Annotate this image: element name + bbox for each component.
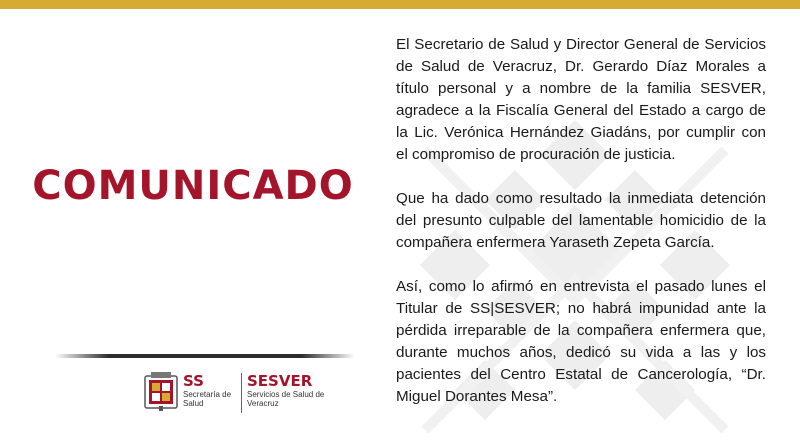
institution-logo (143, 370, 323, 414)
ss-brand (183, 372, 238, 408)
page-title: COMUNICADO (32, 163, 354, 209)
logo-separator (241, 373, 242, 413)
paragraph: El Secretario de Salud y Director General de Servicios de Salud de Veracruz, Dr. Gerardo Díaz Morales a título personal y a nombre de la familia SESVER, agradece a la Fiscalía General del Estado a cargo de la Lic. Verónica Hernández Giadáns, por cumplir con el compromiso de procuración de justicia. (396, 36, 766, 163)
top-accent-bar (0, 0, 800, 9)
ss-abbreviation: SS (183, 372, 204, 390)
sesver-brand (247, 372, 337, 408)
paragraph: Así, como lo afirmó en entrevista el pasado lunes el Titular de SS|SESVER; no habrá impunidad ante la pérdida irreparable de la compañera enfermera que, durante muchos años, dedicó su vida a las y los pacientes del Centro Estatal de Cancerología, “Dr. Miguel Dorantes Mesa”. (396, 278, 766, 405)
divider (55, 354, 355, 358)
ss-subtitle: Secretaría de Salud (183, 390, 232, 408)
coat-of-arms-icon (143, 372, 179, 412)
paragraph: Que ha dado como resultado la inmediata detención del presunto culpable del lamentable homicidio de la compañera enfermera Yaraseth Zepeta García. (396, 190, 766, 251)
sesver-subtitle: Servicios de Salud de Veracruz (247, 390, 325, 408)
sesver-abbreviation: SESVER (247, 372, 313, 390)
statement-body (396, 34, 766, 408)
